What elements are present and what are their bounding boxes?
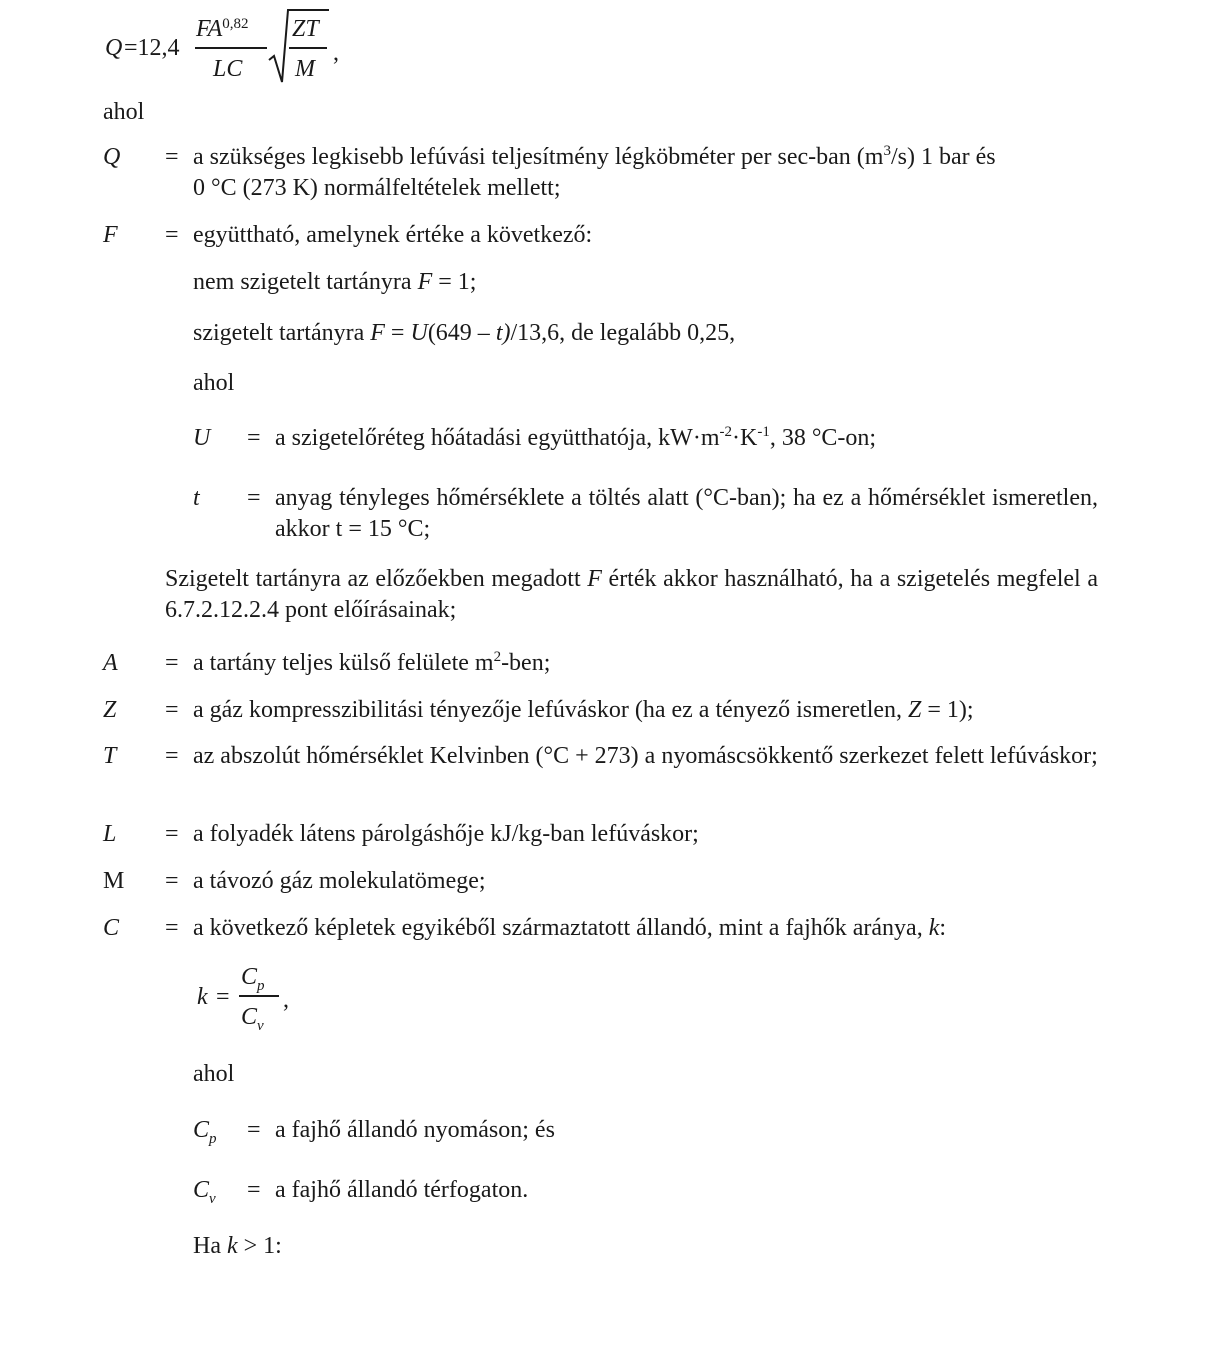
def-equals-z: =	[165, 697, 179, 723]
def-equals-l: =	[165, 821, 179, 847]
def-symbol-u: U	[193, 425, 211, 451]
formula-1-root-fraction-bar	[289, 47, 327, 49]
formula-1-lhs: Q	[105, 35, 123, 61]
def-symbol-a: A	[103, 650, 118, 676]
def-equals-t-lower: =	[247, 485, 261, 511]
ahol-label-3: ahol	[193, 1061, 235, 1087]
formula-1-constant: =12,4	[124, 35, 180, 61]
def-symbol-cv: $C_v$	[193, 1177, 216, 1207]
def-text-f: együttható, amelynek értéke a következő:	[193, 222, 593, 248]
ahol-label-2: ahol	[193, 370, 235, 396]
def-symbol-z: Z	[103, 697, 117, 723]
def-equals-t: =	[165, 743, 179, 769]
def-equals-a: =	[165, 650, 179, 676]
formula-1-root-denominator: M	[295, 56, 315, 82]
def-text-u: a szigetelőréteg hőátadási együtthatója, $kW\cdot m^{-2}\cdot K^{-1}$, 38 °C-on;	[275, 424, 877, 451]
def-text-q: a szükséges legkisebb lefúvási teljesítmény légköbméter per sec-ban $(m^3/s)$ 1 bar és 0 °C (273 K) normálfeltételek mellett;	[193, 143, 996, 202]
f-non-insulated: nem szigetelt tartányra F = 1;	[193, 269, 477, 295]
def-text-cp: a fajhő állandó nyomáson; és	[275, 1117, 555, 1143]
formula-1-trailing-comma: ,	[333, 40, 339, 66]
formula-2-trailing-comma: ,	[283, 987, 289, 1013]
def-equals-q: =	[165, 144, 179, 170]
formula-2-fraction-bar	[239, 995, 279, 997]
formula-2-lhs: k	[197, 984, 208, 1010]
formula-1-fraction-bar	[195, 47, 267, 49]
def-equals-cp: =	[247, 1117, 261, 1143]
def-text-cv: a fajhő állandó térfogaton.	[275, 1177, 529, 1203]
def-text-t-lower: anyag tényleges hőmérséklete a töltés alatt (°C-ban); ha ez a hőmérséklet ismeretlen, akkor t = 15 °C;	[275, 485, 1098, 543]
def-text-z: a gáz kompresszibilitási tényezője lefúváskor (ha ez a tényező ismeretlen, Z = 1);	[193, 697, 974, 723]
def-text-c: a következő képletek egyikéből származtatott állandó, mint a fajhők aránya, k:	[193, 915, 947, 941]
def-symbol-t: T	[103, 743, 117, 769]
def-symbol-l: L	[103, 821, 117, 847]
def-text-a: a tartány teljes külső felülete $m^2$-ben;	[193, 649, 551, 676]
def-equals-f: =	[165, 222, 179, 248]
formula-1-numerator: FA$^{0,82}$	[196, 16, 249, 42]
formula-1-denominator: LC	[213, 56, 243, 82]
formula-2-equals: =	[216, 984, 230, 1010]
def-text-m: a távozó gáz molekulatömege;	[193, 868, 486, 894]
def-equals-cv: =	[247, 1177, 261, 1203]
def-text-l: a folyadék látens párolgáshője kJ/kg-ban lefúváskor;	[193, 821, 699, 847]
formula-1-root-numerator: ZT	[292, 16, 319, 42]
condition-k-greater-1: Ha k > 1:	[193, 1233, 282, 1259]
def-symbol-m: M	[103, 868, 125, 894]
def-symbol-f: F	[103, 222, 118, 248]
def-symbol-c: C	[103, 915, 120, 941]
def-equals-m: =	[165, 868, 179, 894]
insulation-note: Szigetelt tartányra az előzőekben megadott F érték akkor használható, ha a szigetelés megfelel a 6.7.2.12.2.4 pont előírásainak;	[165, 566, 1098, 624]
f-insulated: szigetelt tartányra F = U(649 – t)/13,6, de legalább 0,25,	[193, 320, 736, 346]
formula-2-numerator: $C_p$	[241, 964, 265, 994]
def-equals-c: =	[165, 915, 179, 941]
def-text-t: az abszolút hőmérséklet Kelvinben (°C + 273) a nyomáscsökkentő szerkezet felett lefúváskor;	[193, 743, 1098, 769]
formula-2-denominator: $C_v$	[241, 1004, 264, 1034]
def-equals-u: =	[247, 425, 261, 451]
def-symbol-q: Q	[103, 144, 121, 170]
def-symbol-cp: $C_p$	[193, 1117, 217, 1147]
def-symbol-t-lower: t	[193, 485, 200, 511]
ahol-label: ahol	[103, 99, 145, 125]
